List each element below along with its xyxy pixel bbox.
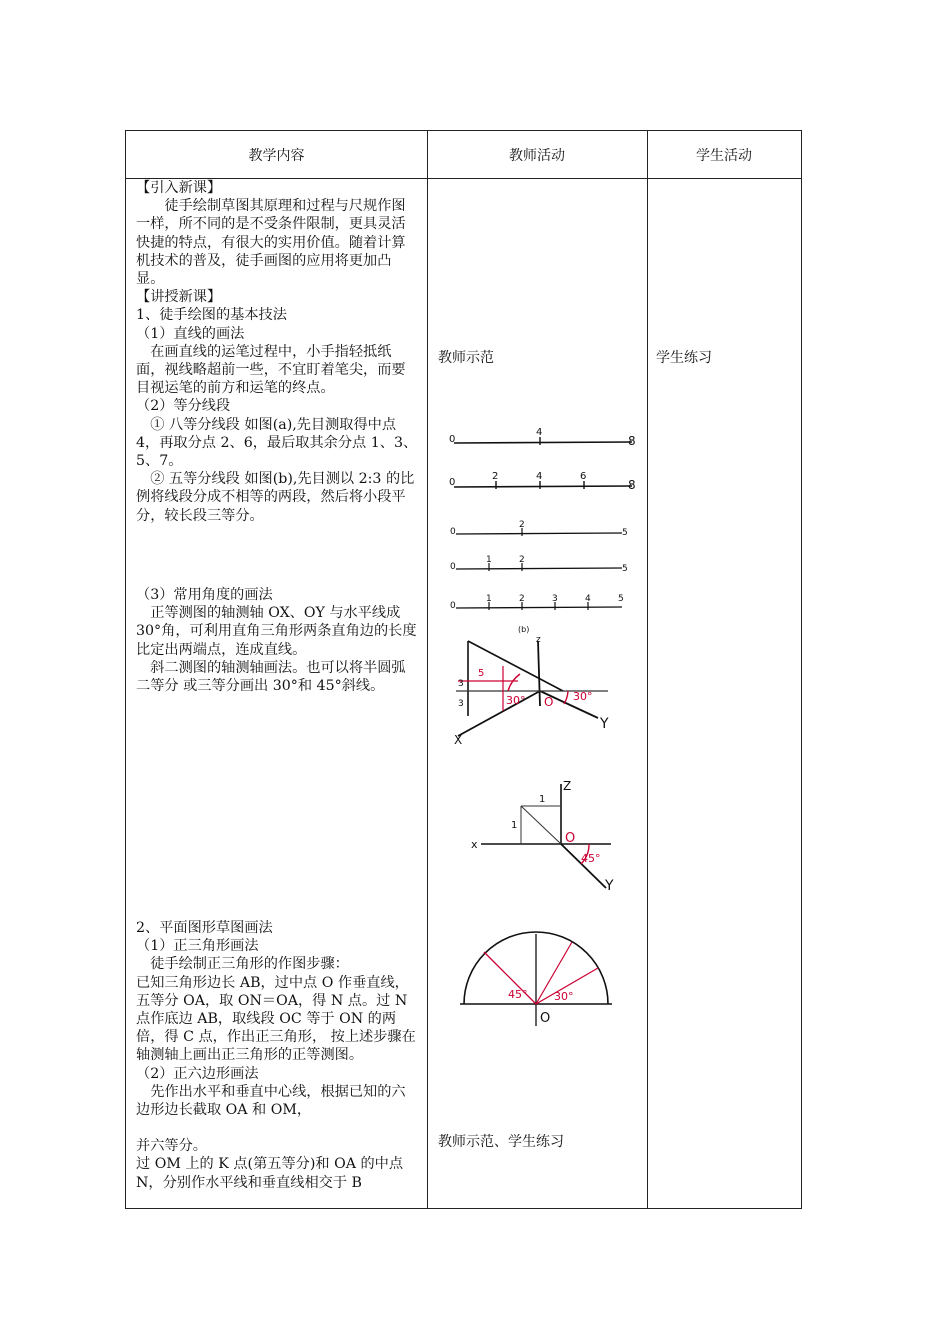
- label-4: 4: [536, 427, 543, 438]
- teacher-activity-demo: 教师示范: [438, 350, 494, 366]
- label-5: 5: [622, 528, 628, 538]
- section-1-2-a: ① 八等分线段 如图(a),先目测取得中点 4，再取分点 2、6，最后取其余分点 1、3、5、7。: [136, 416, 418, 470]
- header-teacher-activity: 教师活动: [509, 148, 565, 164]
- axis-z-label: Z: [563, 779, 572, 793]
- section-2-1-intro: 徒手绘制正三角形的作图步骤：: [150, 956, 349, 973]
- label-5: 5: [618, 594, 624, 604]
- teacher-activity-demo-practice: 教师示范、学生练习: [438, 1134, 564, 1150]
- section-1-2-title: （2）等分线段: [136, 398, 231, 415]
- header-student-activity: 学生活动: [696, 148, 752, 164]
- column-divider: [427, 131, 428, 1208]
- section-2-2-cont: 并六等分。: [136, 1138, 207, 1155]
- angle-label-right: 30°: [573, 690, 593, 703]
- label-8: 8: [628, 478, 636, 492]
- angle-label-left: 30°: [506, 694, 526, 707]
- section-1-1-body: 在画直线的运笔过程中，小手指轻抵纸面，视线略超前一些，不宜盯着笔尖，而要目视运笔的前方和运笔的终点。: [136, 343, 406, 397]
- section-2-1-title: （1）正三角形画法: [136, 938, 259, 955]
- section-2-title: 2、平面图形草图画法: [136, 920, 273, 936]
- axis-y-label: Y: [605, 878, 614, 894]
- dimension-1: 1: [539, 794, 546, 805]
- header-content: 教学内容: [248, 148, 305, 164]
- label-3: 3: [552, 594, 558, 604]
- intro-body: 徒手绘制草图其原理和过程与尺规作图一样，所不同的是不受条件限制，更具灵活快捷的特点，有很大的实用价值。随着计算机技术的普及，徒手画图的应用将更加凸显。: [136, 198, 406, 288]
- figure-semicircle-angles: [456, 926, 616, 1036]
- label-5: 5: [622, 564, 628, 574]
- origin-label: O: [540, 1011, 551, 1026]
- figure-caption: (b): [518, 625, 530, 634]
- label-0: 0: [450, 601, 456, 611]
- figure-isometric-axes: [448, 636, 618, 746]
- label-0: 0: [449, 434, 456, 445]
- label-2: 2: [492, 471, 499, 482]
- lesson-table: [125, 130, 802, 1209]
- axis-x-label: x: [471, 838, 478, 851]
- dimension-5: 5: [478, 668, 485, 679]
- dimension-3: 3: [458, 679, 464, 689]
- angle-label-45: 45°: [508, 988, 528, 1001]
- label-8: 8: [628, 434, 636, 448]
- label-2: 2: [519, 594, 525, 604]
- intro-title: 【引入新课】: [136, 180, 222, 196]
- section-1-3-b: 斜二测图的轴测轴画法。也可以将半圆弧二等分 或三等分画出 30°和 45°斜线。: [136, 659, 406, 695]
- lesson-content-part1: [136, 179, 418, 525]
- teach-title: 【讲授新课】: [136, 289, 222, 306]
- dimension-3: 3: [458, 699, 464, 709]
- axis-y-label: Y: [600, 716, 609, 732]
- label-1: 1: [486, 594, 492, 604]
- label-4: 4: [585, 594, 591, 604]
- figure-eight-division: [446, 421, 646, 496]
- label-0: 0: [450, 527, 456, 537]
- angle-label-30: 30°: [554, 990, 574, 1003]
- section-2-2-last: 过 OM 上的 K 点(第五等分)和 OA 的中点 N，分别作水平线和垂直线相交于 B: [136, 1156, 404, 1191]
- label-6: 6: [580, 471, 587, 482]
- section-2-2-title: （2）正六边形画法: [136, 1065, 259, 1082]
- section-1-1-title: （1）直线的画法: [136, 325, 245, 342]
- section-1-2-b: ② 五等分线段 如图(b),先目测以 2:3 的比例将线段分成不相等的两段，然后将小段平分，较长段三等分。: [136, 471, 415, 524]
- angle-label: 45°: [581, 852, 601, 865]
- lesson-content-part2: [136, 586, 418, 695]
- label-0: 0: [450, 562, 456, 572]
- section-1-3-title: （3）常用角度的画法: [136, 587, 273, 603]
- section-1-3-a: 正等测图的轴测轴 OX、OY 与水平线成 30°角，可利用直角三角形两条直角边的长度比定出两端点，连成直线。: [136, 605, 417, 658]
- label-2: 2: [519, 520, 525, 530]
- section-1-title: 1、徒手绘图的基本技法: [136, 307, 287, 324]
- figure-oblique-axes: [461, 776, 621, 896]
- lesson-content-part3: [136, 919, 418, 1192]
- label-2: 2: [519, 555, 525, 565]
- section-2-2-body: 先作出水平和垂直中心线，根据已知的六边形边长截取 OA 和 OM，: [136, 1083, 406, 1119]
- axis-z-label: z: [536, 636, 541, 645]
- column-divider: [647, 131, 648, 1208]
- axis-x-label: X: [454, 733, 463, 746]
- dimension-1: 1: [511, 820, 518, 831]
- label-4: 4: [536, 471, 543, 482]
- label-0: 0: [449, 477, 456, 488]
- student-activity-practice: 学生练习: [656, 350, 712, 366]
- figure-five-division: [446, 516, 646, 641]
- label-1: 1: [486, 555, 492, 565]
- origin-label: O: [565, 831, 576, 846]
- section-2-1-body: 已知三角形边长 AB，过中点 O 作垂直线，五等分 OA，取 ON＝OA，得 N 点。过 N 点作底边 AB，取线段 OC 等于 ON 的两倍，得 C 点，作出正三角形， 按上述步骤在轴测轴上画出正三角形的正等测图。: [136, 974, 416, 1064]
- origin-label: O: [544, 695, 554, 709]
